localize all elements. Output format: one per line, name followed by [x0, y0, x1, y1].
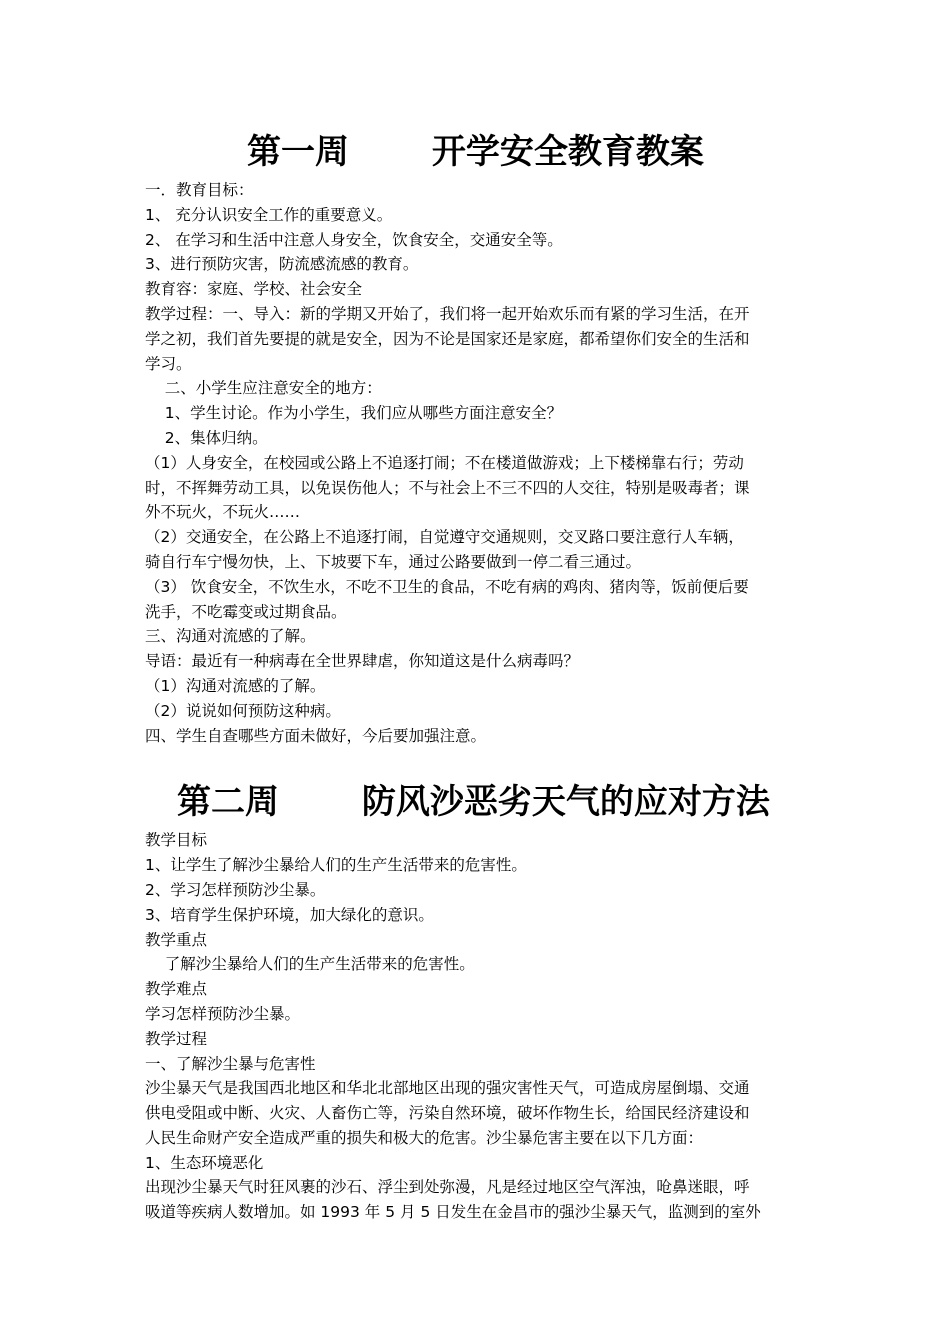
- paragraph-line: 1、学生讨论。作为小学生，我们应从哪些方面注意安全？: [145, 404, 563, 423]
- paragraph-line: 二、小学生应注意安全的地方：: [145, 379, 382, 398]
- paragraph-line: 教育容：家庭、学校、社会安全: [145, 280, 363, 299]
- paragraph-line: 了解沙尘暴给人们的生产生活带来的危害性。: [145, 955, 475, 974]
- document-body: [145, 128, 810, 1225]
- paragraph-line: 学习。: [145, 354, 192, 373]
- paragraph-line: 教学目标: [145, 831, 208, 850]
- paragraph-line: 骑自行车宁慢勿快，上、下坡要下车，通过公路要做到一停二看三通过。: [145, 552, 642, 571]
- paragraph-line: 2、学习怎样预防沙尘暴。: [145, 880, 326, 899]
- paragraph-line: 2、集体归纳。: [145, 428, 268, 447]
- paragraph-line: 外不玩火，不玩火……: [145, 503, 301, 522]
- paragraph-line: 教学难点: [145, 980, 208, 999]
- paragraph-line: 四、学生自查哪些方面未做好，今后要加强注意。: [145, 726, 487, 745]
- paragraph-line: 学习怎样预防沙尘暴。: [145, 1004, 301, 1023]
- paragraph-line: 一．教育目标：: [145, 181, 254, 199]
- paragraph-line: （1）人身安全，在校园或公路上不追逐打闹；不在楼道做游戏；上下楼梯靠右行；劳动: [145, 453, 744, 472]
- paragraph-line: （1）沟通对流感的了解。: [145, 676, 326, 695]
- paragraph-line: 供电受阻或中断、火灾、人畜伤亡等，污染自然环境，破坏作物生长，给国民经济建设和: [145, 1104, 750, 1123]
- paragraph-line: 沙尘暴天气是我国西北地区和华北北部地区出现的强灾害性天气，可造成房屋倒塌、交通: [145, 1079, 750, 1098]
- paragraph-line: （3） 饮食安全，不饮生水，不吃不卫生的食品，不吃有病的鸡肉、猪肉等，饭前便后要: [145, 577, 749, 596]
- paragraph-line: 2、 在学习和生活中注意人身安全，饮食安全，交通安全等。: [145, 230, 563, 249]
- paragraph-line: （2）交通安全，在公路上不追逐打闹，自觉遵守交通规则，交叉路口要注意行人车辆，: [145, 528, 744, 547]
- paragraph-line: 出现沙尘暴天气时狂风裹的沙石、浮尘到处弥漫，凡是经过地区空气浑浊，呛鼻迷眼，呼: [145, 1178, 750, 1197]
- section-2-title: 第二周 防风沙恶劣天气的应对方法: [177, 782, 770, 823]
- paragraph-line: 教学过程：一、导入：新的学期又开始了，我们将一起开始欢乐而有紧的学习生活，在开: [145, 304, 750, 323]
- paragraph-line: 1、 充分认识安全工作的重要意义。: [145, 205, 393, 224]
- paragraph-line: 学之初，我们首先要提的就是安全，因为不论是国家还是家庭，都希望你们安全的生活和: [145, 329, 750, 348]
- paragraph-line: 时，不挥舞劳动工具，以免误伤他人；不与社会上不三不四的人交往，特别是吸毒者；课: [145, 478, 750, 497]
- paragraph-line: 三、沟通对流感的了解。: [145, 627, 316, 646]
- paragraph-line: 吸道等疾病人数增加。如 1993 年 5 月 5 日发生在金昌市的强沙尘暴天气，监测到的室外: [145, 1203, 761, 1222]
- paragraph-line: 3、培育学生保护环境，加大绿化的意识。: [145, 905, 434, 924]
- paragraph-line: 人民生命财产安全造成严重的损失和极大的危害。沙尘暴危害主要在以下几方面：: [145, 1128, 704, 1147]
- paragraph-line: 3、进行预防灾害，防流感流感的教育。: [145, 255, 419, 274]
- paragraph-line: （2）说说如何预防这种病。: [145, 701, 341, 720]
- paragraph-line: 1、让学生了解沙尘暴给人们的生产生活带来的危害性。: [145, 856, 527, 875]
- paragraph-line: 洗手，不吃霉变或过期食品。: [145, 602, 347, 621]
- paragraph-line: 一、了解沙尘暴与危害性: [145, 1054, 316, 1073]
- paragraph-line: 1、生态环境恶化: [145, 1153, 264, 1172]
- paragraph-line: 教学过程: [145, 1029, 208, 1048]
- paragraph-line: 教学重点: [145, 930, 208, 949]
- section-1-title: 第一周 开学安全教育教案: [247, 132, 704, 172]
- section-1-body: [145, 178, 810, 748]
- paragraph-line: 导语：最近有一种病毒在全世界肆虐，你知道这是什么病毒吗？: [145, 652, 580, 671]
- section-2-body: [145, 828, 810, 1225]
